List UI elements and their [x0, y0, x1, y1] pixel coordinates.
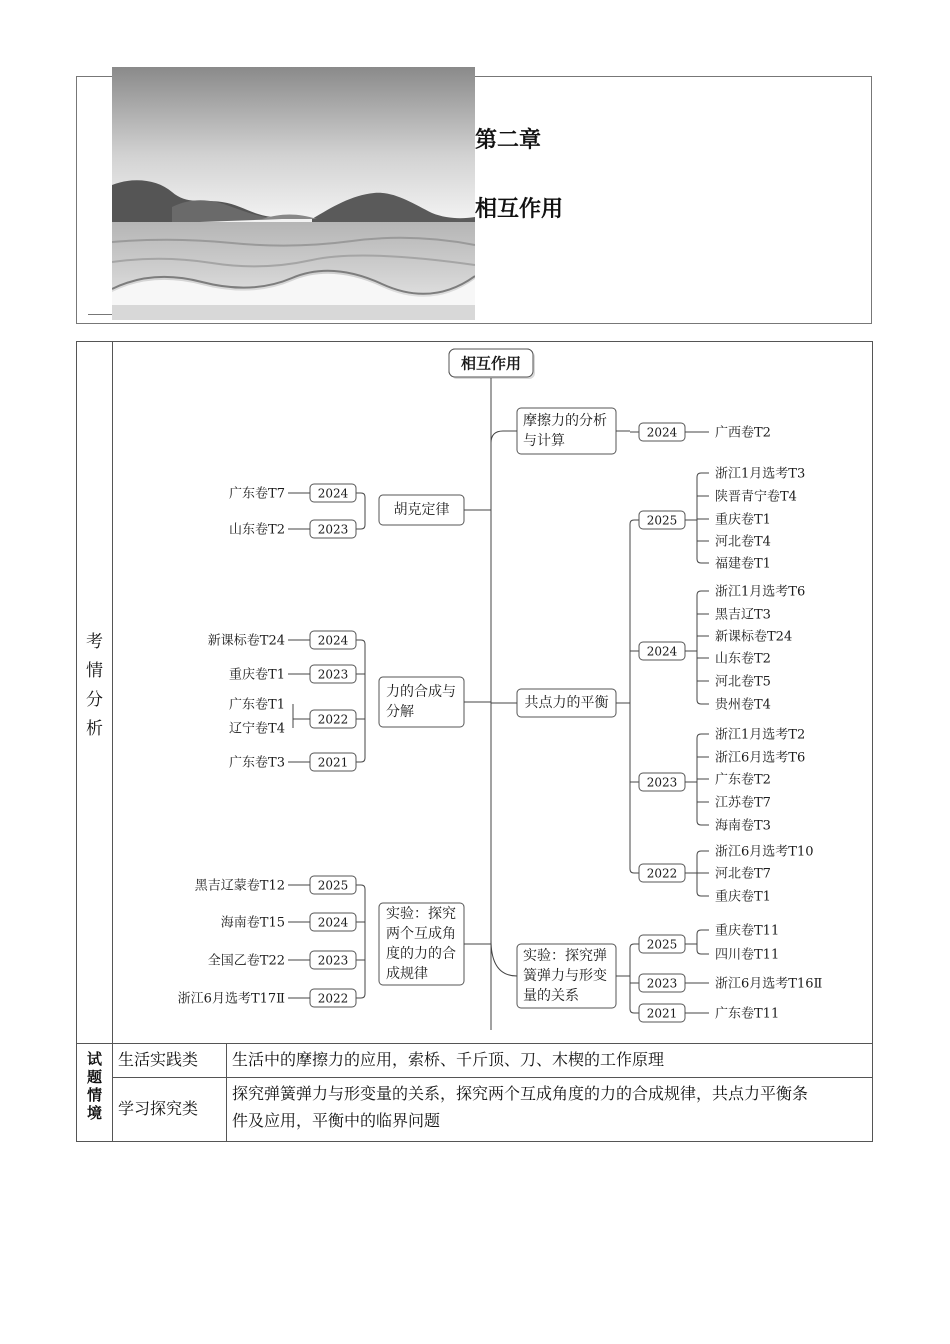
bracket-branch — [697, 930, 709, 934]
exam-item: 黑吉辽蒙卷T12 — [194, 878, 285, 894]
year-tag-label: 2021 — [646, 1006, 678, 1021]
bracket-branch — [697, 559, 709, 563]
topic-node-label: 成规律 — [386, 966, 428, 982]
year-tag-label: 2024 — [646, 644, 678, 659]
exam-item: 广东卷T7 — [229, 486, 285, 502]
exam-item: 江苏卷T7 — [715, 795, 771, 811]
bracket-branch — [697, 851, 709, 855]
chapter-title: 相互作用 — [475, 197, 564, 222]
exam-item: 新课标卷T24 — [207, 633, 285, 649]
topic-node-label: 力的合成与 — [386, 684, 456, 700]
side-label-char: 析 — [86, 719, 103, 739]
bracket-branch — [697, 734, 709, 738]
context-side-label — [78, 1050, 111, 1122]
topic-node-label: 分解 — [386, 704, 414, 720]
exam-item: 河北卷T5 — [715, 674, 771, 690]
context-category: 生活实践类 — [118, 1050, 199, 1069]
exam-item: 辽宁卷T4 — [229, 721, 285, 737]
year-tag-label: 2025 — [646, 513, 678, 528]
year-tag-label: 2023 — [646, 775, 678, 790]
exam-item: 黑吉辽T3 — [715, 607, 771, 623]
topic-node-label: 胡克定律 — [393, 502, 450, 518]
exam-item: 山东卷T2 — [229, 522, 285, 538]
exam-item: 浙江1月选考T2 — [715, 727, 806, 743]
side-label-char: 试 — [86, 1050, 102, 1068]
topic-link — [491, 940, 517, 976]
bracket-branch — [356, 493, 365, 497]
exam-item: 重庆卷T1 — [715, 512, 771, 528]
bracket-branch — [697, 591, 709, 595]
year-tag-label: 2024 — [317, 486, 349, 501]
topic-node-label: 簧弹力与形变 — [523, 968, 607, 984]
year-tag-label: 2023 — [317, 953, 349, 968]
side-label-char: 分 — [86, 690, 103, 710]
exam-item: 广东卷T11 — [715, 1006, 780, 1022]
bracket-branch — [630, 869, 639, 873]
bracket-branch — [630, 520, 639, 524]
exam-item: 广东卷T1 — [229, 697, 285, 713]
year-tag-label: 2022 — [317, 991, 349, 1006]
exam-item: 河北卷T4 — [715, 534, 771, 550]
bracket-branch — [697, 821, 709, 825]
exam-item: 广东卷T2 — [715, 772, 771, 788]
year-tag-label: 2025 — [317, 878, 349, 893]
exam-item: 河北卷T7 — [715, 866, 771, 882]
year-tag-label: 2022 — [646, 866, 678, 881]
analysis-side-label — [78, 628, 111, 744]
context-content: 生活中的摩擦力的应用，索桥、千斤顶、刀、木楔的工作原理 — [232, 1050, 665, 1069]
exam-item: 浙江6月选考T17Ⅱ — [177, 991, 285, 1007]
bracket-branch — [356, 640, 365, 644]
topic-node-label: 量的关系 — [523, 988, 579, 1004]
exam-item: 浙江1月选考T6 — [715, 584, 806, 600]
bracket-branch — [630, 944, 639, 948]
topic-node-label: 实验：探究弹 — [523, 948, 607, 964]
exam-item: 陕晋青宁卷T4 — [715, 489, 797, 505]
year-tag-label: 2024 — [646, 425, 678, 440]
exam-item: 浙江6月选考T10 — [715, 844, 814, 860]
root-node-label: 相互作用 — [460, 354, 522, 373]
year-tag-label: 2024 — [317, 915, 349, 930]
topic-node-label: 两个互成角 — [386, 926, 456, 942]
topic-node-label: 与计算 — [523, 433, 565, 449]
exam-item: 重庆卷T1 — [715, 889, 771, 905]
year-tag-label: 2025 — [646, 937, 678, 952]
table-column-divider — [226, 1043, 227, 1141]
bracket-branch — [356, 758, 365, 762]
side-label-char: 境 — [86, 1104, 102, 1122]
exam-item: 福建卷T1 — [715, 556, 771, 572]
header-accent-line — [88, 314, 112, 315]
exam-item: 海南卷T3 — [715, 818, 771, 834]
concept-mind-map — [112, 342, 872, 1040]
year-tag-label: 2024 — [317, 633, 349, 648]
bracket-branch — [697, 700, 709, 704]
bracket-branch — [697, 950, 709, 954]
exam-item: 山东卷T2 — [715, 651, 771, 667]
bracket-branch — [356, 525, 365, 529]
year-tag-label: 2023 — [317, 522, 349, 537]
bracket-branch — [697, 473, 709, 477]
topic-node-label: 实验：探究 — [386, 906, 456, 922]
bracket-branch — [697, 892, 709, 896]
side-label-char: 题 — [86, 1068, 102, 1086]
year-tag-label: 2023 — [646, 976, 678, 991]
exam-item: 新课标卷T24 — [715, 629, 793, 645]
year-tag-label: 2021 — [317, 755, 349, 770]
exam-item: 全国乙卷T22 — [207, 953, 285, 969]
context-content: 探究弹簧弹力与形变量的关系，探究两个互成角度的力的合成规律，共点力平衡条 — [232, 1084, 809, 1103]
exam-item: 重庆卷T1 — [229, 667, 285, 683]
side-label-char: 情 — [86, 661, 103, 681]
topic-node-label: 度的力的合 — [386, 946, 456, 962]
context-category: 学习探究类 — [118, 1099, 199, 1118]
side-label-char: 考 — [86, 632, 103, 652]
chapter-number: 第二章 — [475, 128, 542, 153]
exam-item: 贵州卷T4 — [715, 697, 771, 713]
exam-item: 四川卷T11 — [715, 947, 780, 963]
header-accent-line — [88, 76, 112, 77]
bracket-branch — [630, 1009, 639, 1013]
exam-item: 浙江6月选考T16Ⅱ — [715, 976, 823, 992]
year-tag-label: 2023 — [317, 667, 349, 682]
table-row-divider — [77, 1043, 872, 1044]
bracket-branch — [356, 885, 365, 889]
context-content: 件及应用，平衡中的临界问题 — [232, 1111, 441, 1130]
topic-node-label: 摩擦力的分析 — [523, 413, 607, 429]
side-label-char: 情 — [86, 1086, 102, 1104]
landscape-image — [112, 67, 475, 320]
year-tag-label: 2022 — [317, 712, 349, 727]
exam-item: 广西卷T2 — [715, 425, 771, 441]
bracket-branch — [356, 994, 365, 998]
exam-item: 浙江1月选考T3 — [715, 466, 806, 482]
exam-item: 广东卷T3 — [229, 755, 285, 771]
topic-link — [491, 431, 517, 443]
exam-item: 重庆卷T11 — [715, 923, 780, 939]
topic-node-label: 共点力的平衡 — [524, 695, 609, 711]
exam-item: 海南卷T15 — [220, 915, 285, 931]
exam-item: 浙江6月选考T6 — [715, 750, 806, 766]
